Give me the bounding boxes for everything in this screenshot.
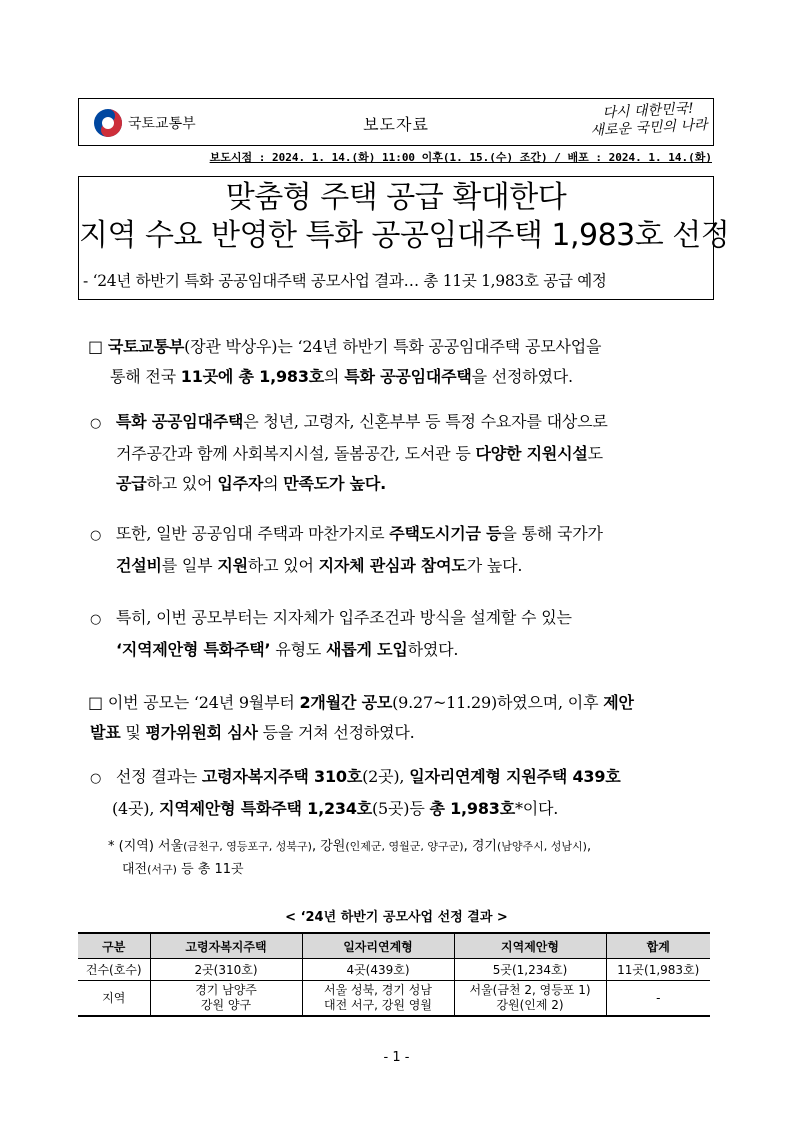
table-cell: 지역 <box>78 981 150 1017</box>
header-cell: 지역제안형 <box>454 933 606 959</box>
small-text: (남양주시, 성남시) <box>496 840 587 853</box>
headline-secondary: 지역 수요 반영한 특화 공공임대주택 1,983호 선정 <box>79 218 730 253</box>
text: (9.27~11.29)하였으며, 이후 <box>392 693 604 712</box>
page-number: - 1 - <box>383 1050 410 1065</box>
bold-text: 다양한 지원시설 <box>475 444 588 463</box>
slogan-line-2: 새로운 국민의 나라 <box>589 116 708 140</box>
small-text: (금천구, 영등포구, 성북구) <box>183 840 312 853</box>
circle-bullet: ○ <box>90 528 102 543</box>
square-bullet: □ <box>88 337 103 356</box>
release-info: 보도시점 : 2024. 1. 14.(화) 11:00 이후(1. 15.(수) 조간) / 배포 : 2024. 1. 14.(화) <box>209 151 712 164</box>
bold-text: 일자리연계형 지원주택 439호 <box>409 767 621 786</box>
table-caption: < ‘24년 하반기 공모사업 선정 결과 > <box>285 910 508 925</box>
small-text: (서구) <box>147 863 177 876</box>
bold-text: 지역제안형 특화주택 1,234호 <box>159 799 373 818</box>
text: 을 통해 국가가 <box>501 524 603 543</box>
header-cell: 구분 <box>78 933 150 959</box>
paragraph-section-2a <box>90 762 621 824</box>
bold-text: 평가위원회 심사 <box>145 723 258 742</box>
text: (2곳), <box>362 767 410 786</box>
cell-line: 서울(금천 2, 영등포 1) <box>469 983 591 997</box>
circle-bullet: ○ <box>90 416 102 431</box>
text: 하고 있어 <box>146 474 218 493</box>
paragraph-section-1 <box>88 332 601 392</box>
circle-bullet: ○ <box>90 612 102 627</box>
bold-text: 새롭게 도입 <box>325 640 408 659</box>
table-cell: 2곳(310호) <box>150 959 302 981</box>
selection-result-table <box>78 932 710 1017</box>
text: 대전 <box>122 862 148 877</box>
subtitle: - ‘24년 하반기 특화 공공임대주택 공모사업 결과… 총 11곳 1,983호 공급 예정 <box>83 272 607 290</box>
table-row <box>78 959 710 981</box>
text: , 강원 <box>311 839 346 854</box>
table-cell <box>454 981 606 1017</box>
text: (5곳)등 <box>372 799 430 818</box>
bold-text: 11곳에 총 1,983호 <box>180 367 325 386</box>
paragraph-section-1a <box>90 407 608 499</box>
bold-text: 국토교통부 <box>107 337 185 356</box>
header-cell: 고령자복지주택 <box>150 933 302 959</box>
bold-text: 고령자복지주택 310호 <box>201 767 363 786</box>
bold-text: 만족도가 높다. <box>283 474 387 493</box>
text: 또한, 일반 공공임대 주택과 마찬가지로 <box>115 524 390 543</box>
ministry-name: 국토교통부 <box>128 116 196 132</box>
bold-text: 총 1,983호 <box>429 799 515 818</box>
bold-text: 특화 공공임대주택 <box>344 367 472 386</box>
small-text: (인제군, 영월군, 양구군) <box>345 840 464 853</box>
text: 의 <box>263 474 284 493</box>
document-header <box>78 98 714 146</box>
bold-text: 특화 공공임대주택 <box>115 412 244 431</box>
table-cell: 5곳(1,234호) <box>454 959 606 981</box>
text: 하였다. <box>407 640 459 659</box>
paragraph-section-1b <box>90 519 603 581</box>
text: 을 선정하였다. <box>471 367 573 386</box>
bold-text: 2개월간 공모 <box>299 693 393 712</box>
table-cell <box>302 981 454 1017</box>
header-cell: 합계 <box>606 933 710 959</box>
bold-text: 발표 <box>90 723 121 742</box>
cell-line: 강원 양구 <box>200 998 252 1012</box>
paragraph-section-1c <box>90 603 572 665</box>
square-bullet: □ <box>88 693 103 712</box>
text: 유형도 <box>270 640 326 659</box>
text: 통해 전국 <box>110 367 181 386</box>
bold-text: 지자체 관심과 참여도 <box>318 556 467 575</box>
table-cell: 건수(호수) <box>78 959 150 981</box>
footnote-regions <box>108 835 591 881</box>
table-cell: 4곳(439호) <box>302 959 454 981</box>
slogan-handwriting <box>589 100 708 140</box>
header-cell: 일자리연계형 <box>302 933 454 959</box>
cell-line: 강원(인제 2) <box>496 998 564 1012</box>
cell-line: 대전 서구, 강원 영월 <box>324 998 432 1012</box>
cell-line: 서울 성북, 경기 성남 <box>324 983 432 997</box>
bold-text: 입주자 <box>217 474 264 493</box>
bold-text: 공급 <box>116 474 147 493</box>
table-row <box>78 981 710 1017</box>
text: 하고 있어 <box>247 556 319 575</box>
title-box <box>78 176 730 300</box>
bold-text: 주택도시기금 등 <box>389 524 502 543</box>
text: 특히, 이번 공모부터는 지자체가 입주조건과 방식을 설계할 수 있는 <box>115 608 572 627</box>
paragraph-section-2 <box>88 688 634 748</box>
text: 가 높다. <box>466 556 523 575</box>
text: 거주공간과 함께 사회복지시설, 돌봄공간, 도서관 등 <box>116 444 476 463</box>
text: 및 <box>120 723 146 742</box>
text: (장관 박상우)는 ‘24년 하반기 특화 공공임대주택 공모사업을 <box>184 337 602 356</box>
bold-text: 제안 <box>603 693 634 712</box>
cell-line: 경기 남양주 <box>195 983 257 997</box>
table-header-row <box>78 933 710 959</box>
text: * (지역) 서울 <box>108 839 184 854</box>
slogan-line-1: 다시 대한민국! <box>602 100 694 122</box>
text: 등을 거쳐 선정하였다. <box>257 723 415 742</box>
text: , 경기 <box>463 839 497 854</box>
text: 이번 공모는 ‘24년 9월부터 <box>107 693 300 712</box>
text: 은 청년, 고령자, 신혼부부 등 특정 수요자를 대상으로 <box>243 412 608 431</box>
headline: 맞춤형 주택 공급 확대한다 <box>225 180 567 215</box>
table-cell <box>150 981 302 1017</box>
table-cell: - <box>606 981 710 1017</box>
text: 도 <box>587 444 603 463</box>
text: , <box>586 839 592 854</box>
text: 의 <box>324 367 345 386</box>
text: 등 총 11곳 <box>176 862 244 877</box>
circle-bullet: ○ <box>90 771 102 786</box>
text: (4곳), <box>112 799 160 818</box>
bold-text: ‘지역제안형 특화주택’ <box>116 640 271 659</box>
text: 선정 결과는 <box>115 767 202 786</box>
table-cell: 11곳(1,983호) <box>606 959 710 981</box>
document-type-label: 보도자료 <box>363 115 429 134</box>
text: 를 일부 <box>161 556 218 575</box>
bold-text: 지원 <box>217 556 248 575</box>
bold-text: 건설비 <box>116 556 162 575</box>
text: *이다. <box>514 799 559 818</box>
